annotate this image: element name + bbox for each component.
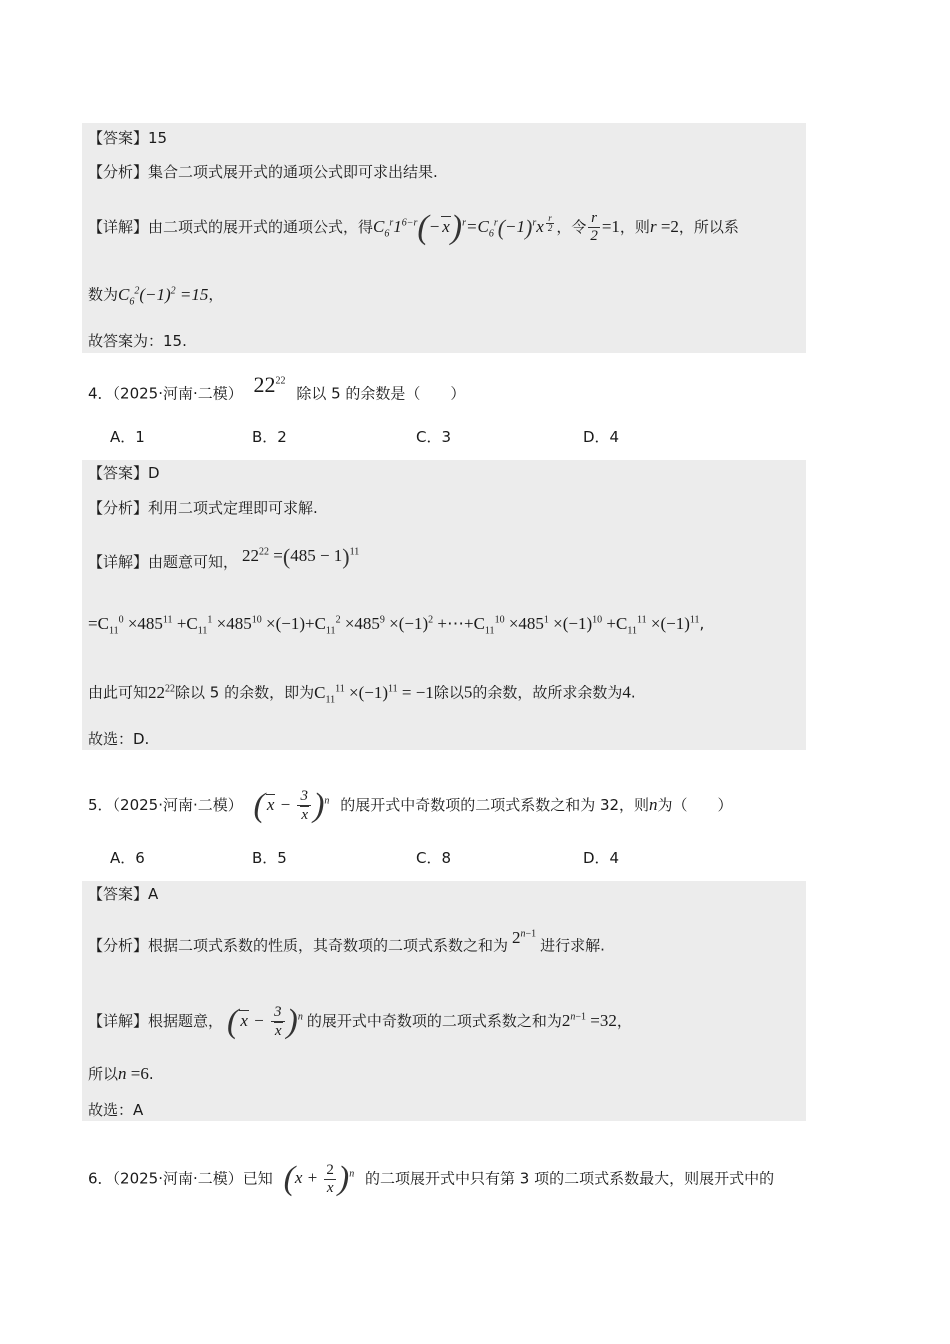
question-5-stem: 5．（2025·河南·二模） ( x − $\frac{3}{x}$ )$^n$ 的展开式中奇数项的二项式系数之和为 32，则n为（ ） xyxy=(88,787,733,824)
remainder-line: 由此可知$22^{22}$除以 5 的余数，即为$C_{11}^{11} \times(-1)^{11} = -1$除以5的余数，故所求余数为4. xyxy=(88,682,636,706)
detail-line: 【详解】由题意可知， $22^{22} =(485 - 1)^{11}$ xyxy=(88,544,360,571)
option-d[interactable]: D．4 xyxy=(583,849,620,867)
answer-line: 【答案】15 xyxy=(88,129,168,147)
result-line: 所以n =6. xyxy=(88,1064,154,1083)
conclusion-line: 故答案为：15. xyxy=(88,332,187,350)
rewrite-formula: $22^{22} =(485 - 1)^{11}$ xyxy=(242,544,360,569)
option-a[interactable]: A．6 xyxy=(110,849,145,867)
coefficient-formula: $C_6^2(-1)^2 =15$ xyxy=(118,284,209,308)
binomial-sqrt-x: ( x − $\frac{3}{x}$ )$^n$ xyxy=(253,787,330,824)
detail-line-2: 数为$C_6^2(-1)^2 =15$， xyxy=(88,284,224,308)
detail-line: 【详解】由二项式的展开式的通项公式，得$C_6^r1^{6-r}(- x)^r=C_6^r(-1)^rx$ $^{\frac{r}{2}}$ ，令 $\frac{r}{2}$ =1，则r =2，所以系 xyxy=(88,209,739,247)
option-b[interactable]: B．2 xyxy=(252,428,287,446)
general-term-formula: $C_6^r1^{6-r}(- x)^r=C_6^r(-1)^rx$ $^{\frac{r}{2}}$ xyxy=(373,209,553,247)
answer-line: 【答案】D xyxy=(88,464,160,482)
option-c[interactable]: C．3 xyxy=(416,428,452,446)
analysis-line: 【分析】利用二项式定理即可求解. xyxy=(88,499,318,517)
analysis-line: 【分析】集合二项式展开式的通项公式即可求出结果. xyxy=(88,163,438,181)
binomial-expansion: $=C_{11}^0 \times 485^{11} +C_{11}^1 \times 485^{10} \times(-1)+C_{11}^2 \times 485^9 \times(-1)^2$ $+\cdots+C_{11}^{10} \times 485^1 \times(-1)^{10} +C_{11}^{11} \times(-1)^{11}$, xyxy=(88,613,705,637)
binomial-x-plus-2-over-x: (x + $\frac{2}{x}$ )$^n$ xyxy=(283,1160,355,1198)
answer-line: 【答案】A xyxy=(88,885,159,903)
solution-box-q5 xyxy=(82,881,806,1121)
detail-line: 【详解】根据题意， ( x − $\frac{3}{x}$ )$^n$ 的展开式中奇数项的二项式系数之和为$2^{n-1} =32$， xyxy=(88,1003,632,1040)
question-4-stem: 4．（2025·河南·二模） $22^{22}$ 除以 5 的余数是（ ） xyxy=(88,372,466,403)
option-a[interactable]: A．1 xyxy=(110,428,145,446)
option-d[interactable]: D．4 xyxy=(583,428,620,446)
conclusion-line: 故选：D. xyxy=(88,730,150,748)
fraction-r-over-2: $\frac{r}{2}$ xyxy=(590,210,598,244)
power-22-22: $22^{22}$ xyxy=(253,372,286,398)
analysis-line: 【分析】根据二项式系数的性质，其奇数项的二项式系数之和为 $2^{n-1}$进行求解. xyxy=(88,927,605,955)
conclusion-line: 故选：A xyxy=(88,1101,144,1119)
option-c[interactable]: C．8 xyxy=(416,849,452,867)
option-b[interactable]: B．5 xyxy=(252,849,287,867)
question-6-stem: 6．（2025·河南·二模）已知 (x + $\frac{2}{x}$ )$^n$ 的二项展开式中只有第 3 项的二项式系数最大，则展开式中的 xyxy=(88,1160,775,1198)
